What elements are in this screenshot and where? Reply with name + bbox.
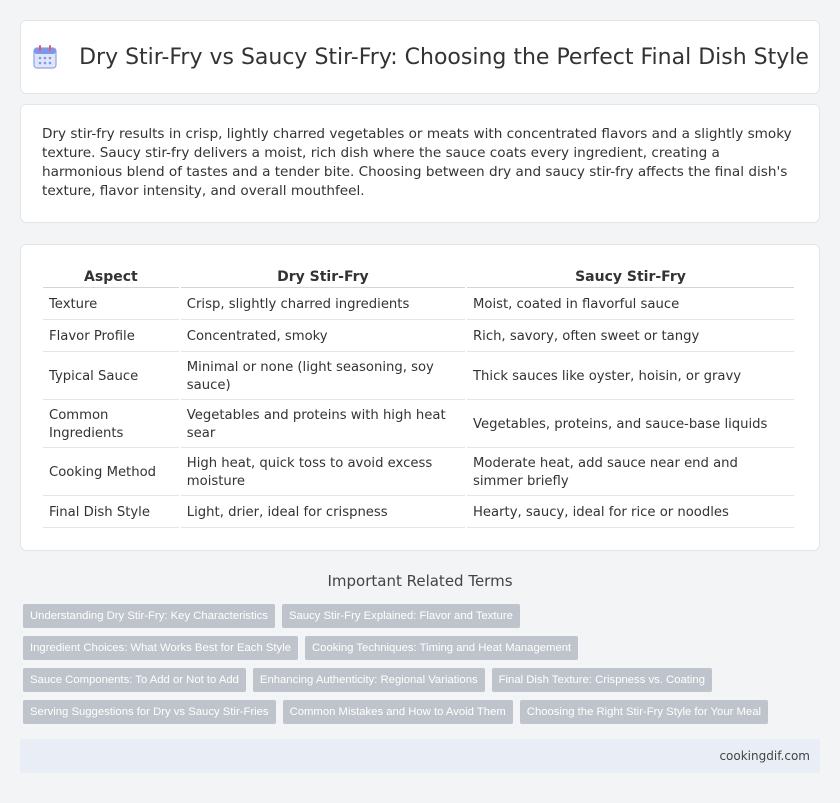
table-cell: Rich, savory, often sweet or tangy [467, 322, 794, 352]
related-term-tag[interactable]: Sauce Components: To Add or Not to Add [23, 668, 246, 692]
tag-row [23, 604, 823, 628]
table-row [43, 402, 794, 448]
table-cell: Light, drier, ideal for crispness [181, 498, 465, 528]
table-cell: High heat, quick toss to avoid excess moisture [181, 450, 465, 496]
related-term-tag[interactable]: Ingredient Choices: What Works Best for Each Style [23, 636, 298, 660]
related-term-tag[interactable]: Enhancing Authenticity: Regional Variations [253, 668, 485, 692]
table-cell: Minimal or none (light seasoning, soy sauce) [181, 354, 465, 400]
footer [20, 739, 820, 773]
tag-row [23, 636, 823, 660]
related-term-tag[interactable]: Saucy Stir-Fry Explained: Flavor and Texture [282, 604, 520, 628]
tag-row [23, 668, 823, 692]
table-cell: Vegetables and proteins with high heat sear [181, 402, 465, 448]
tag-row [23, 700, 823, 724]
intro-text: Dry stir-fry results in crisp, lightly charred vegetables or meats with concentrated flavors and a slightly smoky texture. Saucy stir-fry delivers a moist, rich dish where the sauce coats every ingredient, creating a harmonious blend of tastes and a tender bite. Choosing between dry and saucy stir-fry affects the final dish's texture, flavor intensity, and overall mouthfeel. [42, 126, 792, 199]
comparison-table-card [20, 244, 820, 551]
table-cell: Concentrated, smoky [181, 322, 465, 352]
footer-site-link[interactable]: cookingdif.com [719, 749, 810, 763]
table-cell: Texture [43, 290, 179, 320]
table-row [43, 450, 794, 496]
table-cell: Moderate heat, add sauce near end and simmer briefly [467, 450, 794, 496]
related-terms-list [23, 604, 823, 732]
table-cell: Hearty, saucy, ideal for rice or noodles [467, 498, 794, 528]
related-term-tag[interactable]: Cooking Techniques: Timing and Heat Management [305, 636, 578, 660]
table-cell: Crisp, slightly charred ingredients [181, 290, 465, 320]
table-cell: Final Dish Style [43, 498, 179, 528]
table-row [43, 354, 794, 400]
related-term-tag[interactable]: Choosing the Right Stir-Fry Style for Your Meal [520, 700, 768, 724]
column-header-dry: Dry Stir-Fry [181, 266, 465, 288]
table-cell: Vegetables, proteins, and sauce-base liquids [467, 402, 794, 448]
calendar-icon [31, 43, 59, 71]
table-cell: Common Ingredients [43, 402, 179, 448]
intro-card [20, 104, 820, 223]
table-cell: Thick sauces like oyster, hoisin, or gravy [467, 354, 794, 400]
table-header-row [43, 266, 794, 288]
comparison-table [41, 264, 796, 530]
table-row [43, 290, 794, 320]
table-row [43, 498, 794, 528]
related-term-tag[interactable]: Final Dish Texture: Crispness vs. Coating [492, 668, 712, 692]
related-term-tag[interactable]: Understanding Dry Stir-Fry: Key Characteristics [23, 604, 275, 628]
table-cell: Cooking Method [43, 450, 179, 496]
column-header-aspect: Aspect [43, 266, 179, 288]
header [31, 43, 809, 71]
page-title: Dry Stir-Fry vs Saucy Stir-Fry: Choosing the Perfect Final Dish Style [79, 44, 809, 70]
table-row [43, 322, 794, 352]
table-cell: Flavor Profile [43, 322, 179, 352]
column-header-saucy: Saucy Stir-Fry [467, 266, 794, 288]
table-cell: Typical Sauce [43, 354, 179, 400]
related-term-tag[interactable]: Serving Suggestions for Dry vs Saucy Stir-Fries [23, 700, 276, 724]
header-card [20, 20, 820, 94]
table-cell: Moist, coated in flavorful sauce [467, 290, 794, 320]
related-term-tag[interactable]: Common Mistakes and How to Avoid Them [283, 700, 513, 724]
related-terms-title: Important Related Terms [327, 572, 513, 590]
